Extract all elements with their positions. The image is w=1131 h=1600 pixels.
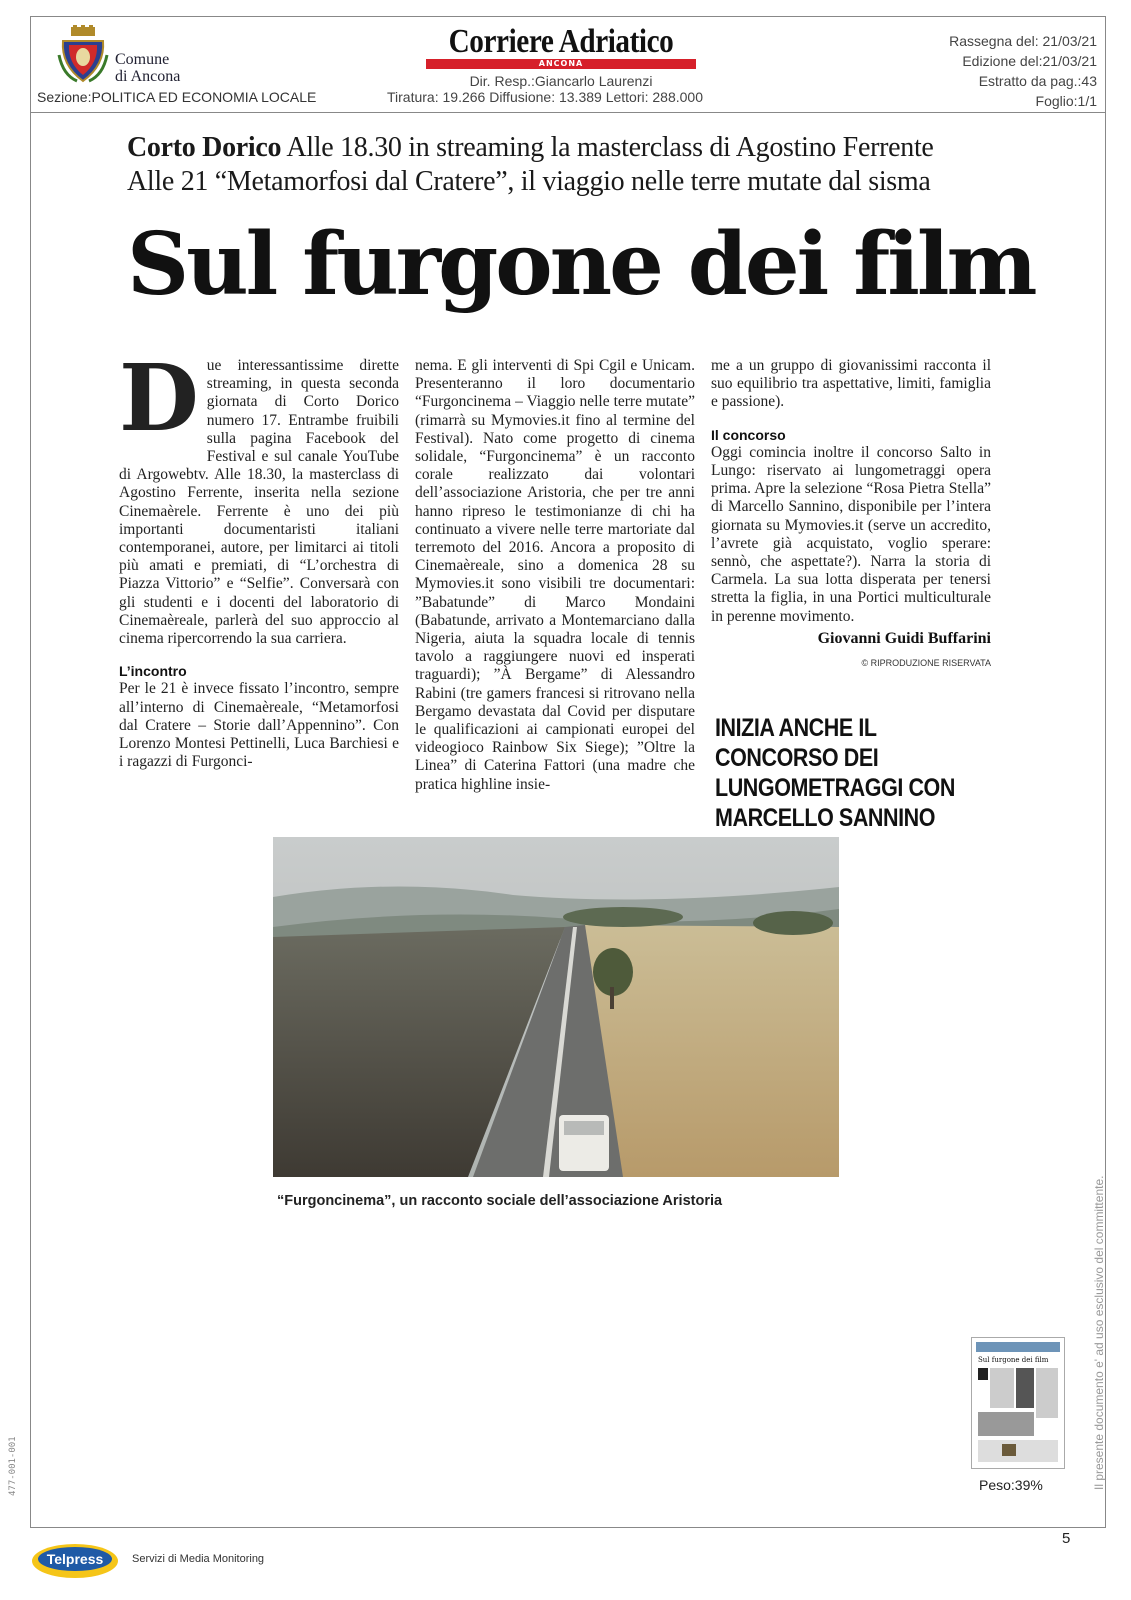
rassegna-date: Rassegna del: 21/03/21 [949,33,1097,49]
subhead-incontro: L’incontro [119,663,187,680]
subhead-concorso: Il concorso [711,426,786,443]
comune-line2: di Ancona [115,68,181,85]
article-column-2 [415,357,695,794]
kicker-bold: Corto Dorico [127,132,282,163]
sheet-number: Foglio:1/1 [1035,93,1097,109]
footer-service: Servizi di Media Monitoring [132,1553,265,1565]
comune-logo [57,25,217,85]
article-column-3 [711,357,991,672]
comune-line1: Comune [115,51,170,68]
document-code: 477-001-001 [8,1436,18,1496]
photo-caption: “Furgoncinema”, un racconto sociale dell’associazione Aristoria [277,1193,723,1209]
crest-icon [57,25,109,85]
body-paragraph: nema. E gli interventi di Spi Cgil e Unicam. Presenteranno il loro documentario “Furgoncinema – Viaggio nelle terre mutate” (rimarrà su Mymovies.it fino al termine del Festival). Nato come progetto di cinema solidale, “Furgoncinema” è un racconto corale realizzato dai volontari dell’associazione Aristoria, che per tre anni hanno ripreso le testimonianze di chi ha continuato a vivere nelle terre martoriate dal terremoto del 2016. Ancora a proposito di Cinemaèreale, sino a domenica 28 su Mymovies.it sono visibili tre documentari: ”Babatunde” di Marco Mondaini (Babatunde, arrivato a Montemarciano dalla Nigeria, aiuta la squadra locale di tennis tavolo a raggiungere nuovi ed insperati traguardi); ”À Bergame” di Alessandro Rabini (tre gamers francesi si ritrovano nella Bergamo devastata dal Covid per disputare le qualificazioni ai campionati europei del videogioco Rainbow Six Siege); ”Oltre la Linea” di Caterina Fattori (una madre che pratica highline insie- [415,357,695,793]
page-thumbnail [971,1337,1065,1469]
copyright-notice: © RIPRODUZIONE RISERVATA [861,658,991,669]
masthead [423,23,699,89]
article-photo [273,837,839,1177]
editor-line: Dir. Resp.:Giancarlo Laurenzi [469,73,653,89]
telpress-logo [30,1540,120,1580]
drop-cap: D [119,344,199,452]
page-number: 5 [1062,1530,1071,1547]
section-label: Sezione:POLITICA ED ECONOMIA LOCALE [37,89,317,105]
pull-quote: INIZIA ANCHE IL CONCORSO DEI LUNGOMETRAGGI CON MARCELLO SANNINO [715,714,955,832]
thumbnail-headline: Sul furgone dei film [978,1356,1049,1364]
page-frame [30,16,1106,1528]
kicker-line2: Alle 21 “Metamorfosi dal Cratere”, il viaggio nelle terre mutate dal sisma [127,166,931,197]
body-paragraph: Per le 21 è invece fissato l’incontro, sempre all’interno di Cinemaèreale, “Metamorfosi dal Cratere – Storie dall’Appennino”. Con Lorenzo Montesi Pettinelli, Luca Barchiesi e i ragazzi di Furgonci- [119,680,399,771]
telpress-wordmark: Telpress [46,1551,104,1567]
article-headline: Sul furgone dei film [127,214,1035,315]
clipping-header [31,17,1105,113]
masthead-title: Corriere Adriatico [448,23,674,60]
kicker-line1: Alle 18.30 in streaming la masterclass di Agostino Ferrente [281,132,934,163]
body-paragraph: ue interessantissime dirette streaming, in questa seconda giornata di Corto Dorico numero 17. Entrambe fruibili sulla pagina Facebook del Festival e sul canale YouTube di Argowebtv. Alle 18.30, la masterclass di Agostino Ferrente, inserita nella sezione Cinemaèrele. Ferrente è uno dei più importanti documentaristi italiani contemporanei, autore, per limitarci ai titoli più amati e premiati, di “L’orchestra di Piazza Vittorio” e “Selfie”. Conversarà con gli studenti e i docenti del laboratorio di Cinemaèreale, parlerà del suo approccio al cinema ripercorrendo la sua carriera. [119,357,399,648]
clipping-info [949,31,1097,111]
edition-date: Edizione del:21/03/21 [962,53,1097,69]
article-column-1 [119,344,399,771]
extract-page: Estratto da pag.:43 [978,73,1097,89]
weight-label: Peso:39% [979,1477,1043,1493]
body-paragraph: me a un gruppo di giovanissimi racconta il suo equilibrio tra aspettative, limiti, famiglia e passione). [711,357,991,411]
masthead-edition: ANCONA [426,59,696,69]
thumbnail-preview [972,1338,1064,1468]
body-paragraph: Oggi comincia inoltre il concorso Salto in Lungo: riservato ai lungometraggi opera prima. Apre la selezione “Rosa Pietra Stella” di Marcello Sannino, disponibile per l’intera giornata su Mymovies.it (serve un accredito, l’avrete già acquistato, voglio sperare: sennò, che aspettate?). Narra la storia di Carmela. La sua lotta disperata per tenersi stretta la figlia, in una Portici multiculturale in perenne movimento. [711,443,991,625]
usage-notice: Il presente documento e' ad uso esclusivo del committente. [1092,1175,1106,1490]
author-byline: Giovanni Guidi Buffarini [817,629,991,647]
article-kicker [127,131,1027,199]
circulation-line: Tiratura: 19.266 Diffusione: 13.389 Lettori: 288.000 [387,89,703,105]
